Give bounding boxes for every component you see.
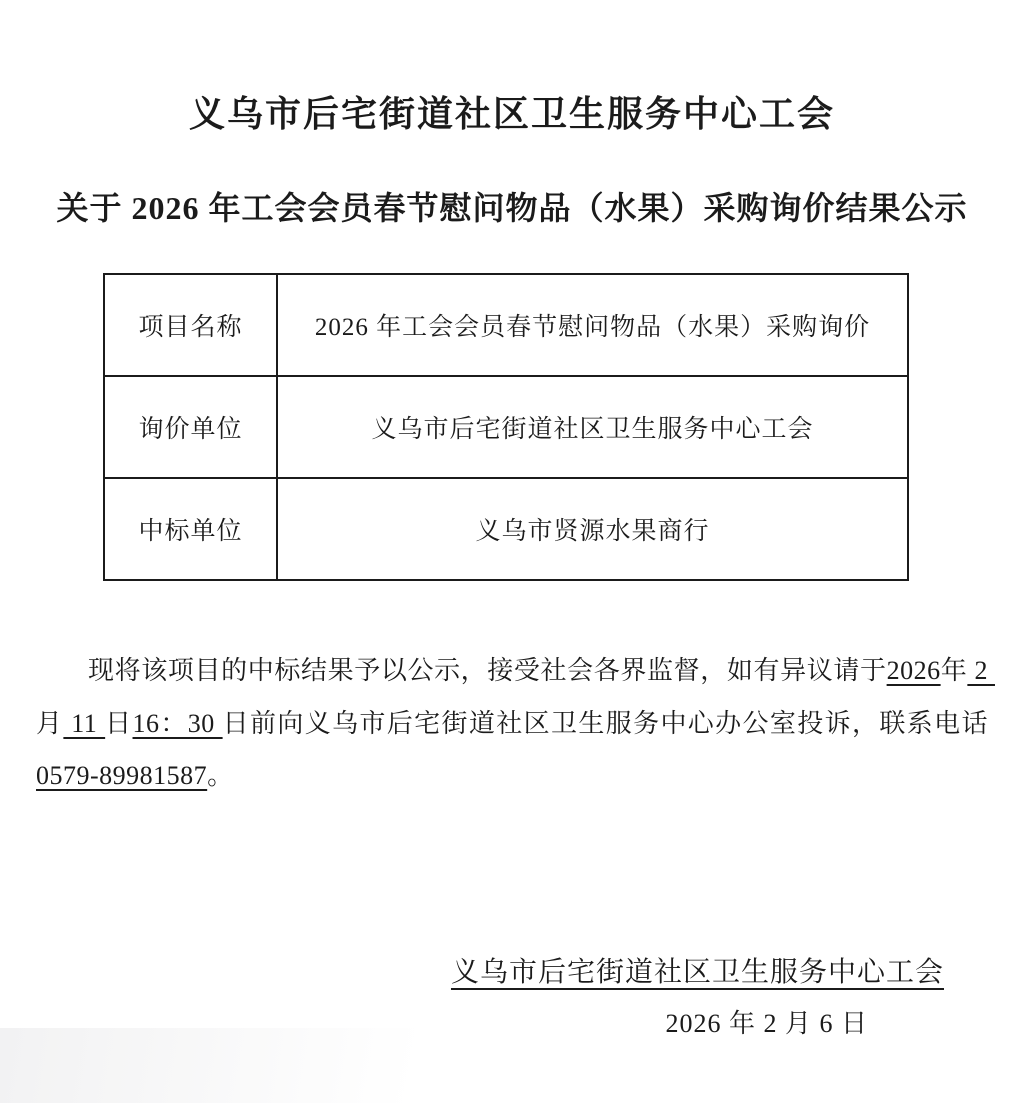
- paragraph-text: 日: [105, 708, 133, 738]
- paragraph-text: 月: [36, 708, 64, 738]
- underlined-fill-in-text: 2: [967, 656, 995, 685]
- paragraph-text: 现将该项目的中标结果予以公示，接受社会各界监督，如有异议请于: [88, 656, 887, 685]
- table-row-winning-bidder: [104, 478, 908, 580]
- project-name-value: 2026 年工会会员春节慰问物品（水果）采购询价: [277, 274, 908, 376]
- announcement-paragraph: [36, 645, 995, 803]
- document-title: 义乌市后宅街道社区卫生服务中心工会: [188, 94, 835, 134]
- date-line: 2026 年 2 月 6 日: [665, 1008, 868, 1038]
- underlined-fill-in-text: 16：30: [132, 708, 223, 738]
- underlined-fill-in-text: 2026: [886, 656, 941, 685]
- inquiry-unit-value: 义乌市后宅街道社区卫生服务中心工会: [277, 376, 908, 478]
- underlined-fill-in-text: 11: [63, 708, 106, 738]
- procurement-info-table: [103, 273, 909, 581]
- paragraph-text: 日前向义乌市后宅街道社区卫生服务中心办公室投诉，联系电话: [222, 708, 995, 738]
- paragraph-text: 年: [940, 656, 968, 685]
- underlined-fill-in-text: 0579-89981587: [36, 761, 208, 790]
- document-subtitle: 关于 2026 年工会会员春节慰问物品（水果）采购询价结果公示: [56, 190, 968, 226]
- inquiry-unit-label: 询价单位: [104, 376, 277, 478]
- winning-bidder-value: 义乌市贤源水果商行: [277, 478, 908, 580]
- table-row-inquiry-unit: [104, 376, 908, 478]
- project-name-label: 项目名称: [104, 274, 277, 376]
- signature-line: 义乌市后宅街道社区卫生服务中心工会: [450, 956, 944, 988]
- table-row-project-name: [104, 274, 908, 376]
- paragraph-text: 。: [207, 761, 234, 790]
- winning-bidder-label: 中标单位: [104, 478, 277, 580]
